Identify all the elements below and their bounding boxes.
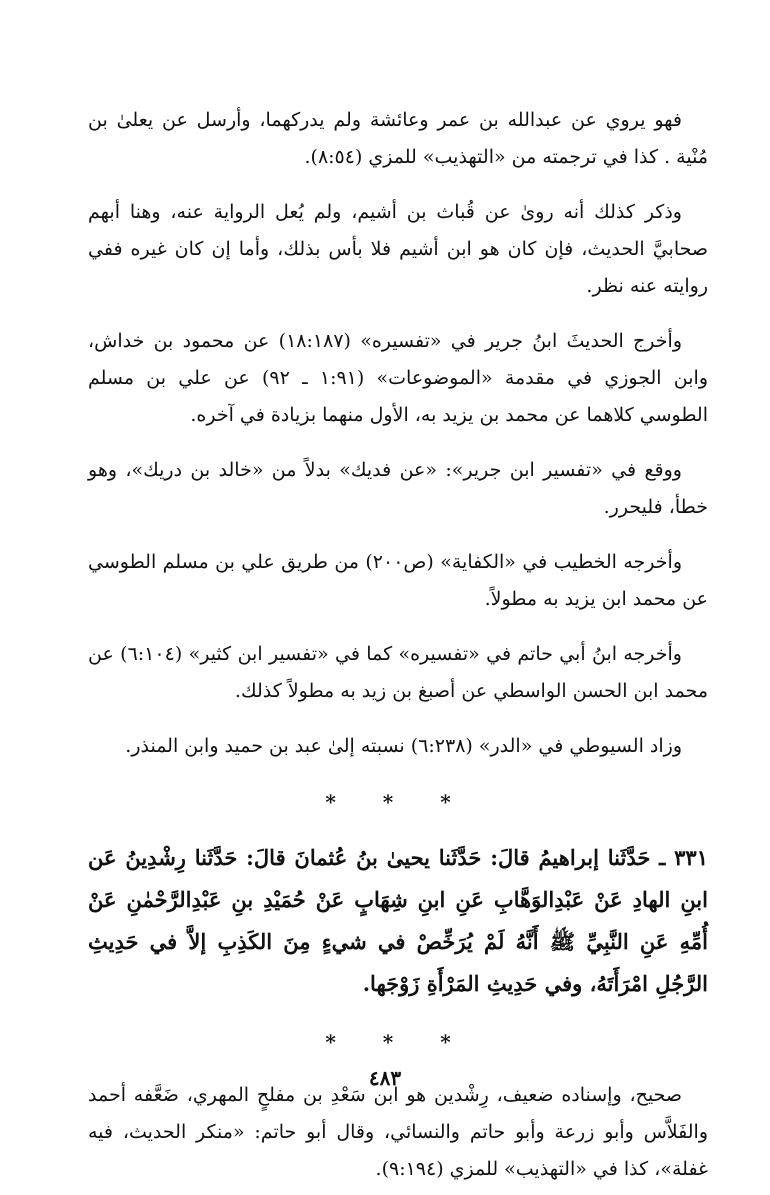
book-page xyxy=(88,102,708,1182)
paragraph-khatib-takhrij: وأخرجه الخطيب في «الكفاية» (ص٢٠٠) من طريق علي بن مسلم الطوسي عن محمد ابن يزيد به مطولاً. xyxy=(88,551,708,610)
section-separator-top: * * * xyxy=(325,790,471,814)
section-separator-bottom: * * * xyxy=(325,1030,471,1054)
paragraph-grading-commentary: صحيح، وإسناده ضعيف، رِشْدين هو ابن سَعْدِ بن مفلحٍ المهري، ضَعَّفه أحمد والفَلاَّس وأبو زرعة وأبو حاتم والنسائي، وقال أبو حاتم: «منكر الحديث، فيه غفلة»، كذا في «التهذيب» للمزي (٩:١٩٤). xyxy=(88,1084,708,1180)
paragraph-suyuti-note: وزاد السيوطي في «الدر» (٦:٢٣٨) نسبته إلىٰ عبد بن حميد وابن المنذر. xyxy=(125,735,682,757)
paragraph-narrator-note: فهو يروي عن عبدالله بن عمر وعائشة ولم يدركهما، وأرسل عن يعلىٰ بن مُنْية . كذا في ترجمته من «التهذيب» للمزي (٨:٥٤). xyxy=(88,109,708,168)
paragraph-ibn-jarir-takhrij: وأخرج الحديثَ ابنُ جرير في «تفسيره» (١٨:١٨٧) عن محمود بن خداش، وابن الجوزي في مقدمة «الموضوعات» (١:٩١ ـ ٩٢) عن علي بن مسلم الطوسي كلاهما عن محمد بن يزيد به، الأول منهما بزيادة في آخره. xyxy=(88,330,708,426)
paragraph-ibn-abi-hatim-takhrij: وأخرجه ابنُ أبي حاتم في «تفسيره» كما في «تفسير ابن كثير» (٦:١٠٤) عن محمد ابن الحسن الواسطي عن أصبغ بن زيد به مطولاً كذلك. xyxy=(88,643,708,702)
paragraph-companion-note: وذكر كذلك أنه روىٰ عن قُباث بن أشيم، ولم يُعل الرواية عنه، وهنا أبهم صحابيَّ الحديث، فإن كان هو ابن أشيم فلا بأس بذلك، وأما إن كان غيره ففي روايته عنه نظر. xyxy=(88,201,708,297)
page-number: ٤٨٣ xyxy=(368,1066,402,1090)
paragraph-error-note: ووقع في «تفسير ابن جرير»: «عن فديك» بدلاً من «خالد بن دريك»، وهو خطأ، فليحرر. xyxy=(88,459,708,518)
hadith-331-text: ٣٣١ ـ حَدَّثَنا إبراهيمُ قالَ: حَدَّثَنا يحيىٰ بنُ عُثمانَ قالَ: حَدَّثَنا رِشْدِينُ عَن ابنِ الهادِ عَنْ عَبْدِالوَهَّابِ عَنِ ابنِ شِهَابٍ عَنْ حُمَيْدِ بنِ عَبْدِالرَّحْمٰنِ عَنْ أُمِّهِ عَنِ النَّبِيِّ ﷺ أَنَّهُ لَمْ يُرَخِّصْ في شيءٍ مِنَ الكَذِبِ إلاَّ في حَدِيثِ الرَّجُلِ امْرَأَتَهُ، وفي حَدِيثِ المَرْأَةِ زَوْجَها. xyxy=(88,845,708,996)
